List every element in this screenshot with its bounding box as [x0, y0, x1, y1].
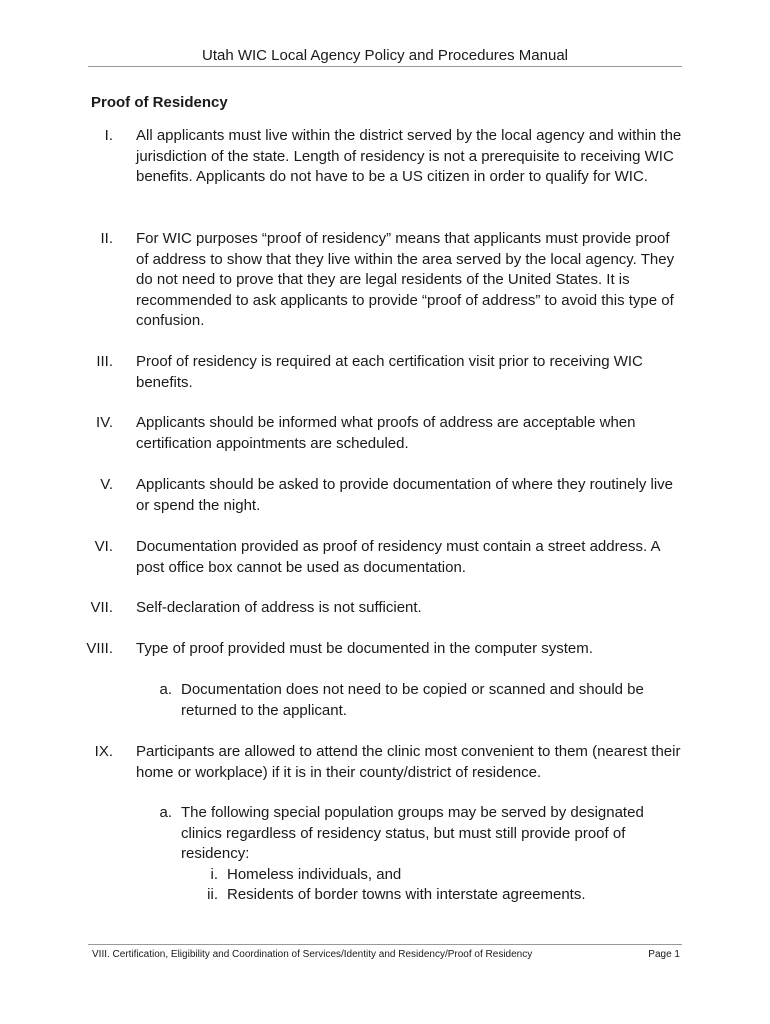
list-item-text: Applicants should be asked to provide documentation of where they routinely live or spend the night. — [136, 476, 673, 514]
list-item-number: VII. — [90, 599, 113, 616]
page-number: Page 1 — [648, 949, 680, 960]
list-item-number: IX. — [94, 743, 113, 760]
sub-sub-list-item-numeral: ii. — [207, 886, 218, 903]
footer-divider — [88, 944, 682, 945]
sub-sub-list-item-numeral: i. — [210, 866, 218, 883]
list-item-text: For WIC purposes “proof of residency” means that applicants must provide proof of address to show that they live within the area served by the local agency. They do not need to prove that they are legal residents of the United States. It is recommended to ask applicants to provide “proof of address” to avoid this type of confusion. — [136, 230, 675, 329]
list-item-number: II. — [100, 230, 113, 247]
sub-sub-list-item-text: Homeless individuals, and — [227, 866, 402, 883]
running-header-title: Utah WIC Local Agency Policy and Procedures Manual — [201, 47, 569, 64]
list-item-number: V. — [100, 476, 113, 493]
sub-list-item-letter: a. — [159, 804, 172, 821]
list-item-text: Proof of residency is required at each certification visit prior to receiving WIC benefits. — [136, 353, 643, 391]
list-item-text: Type of proof provided must be documented in the computer system. — [136, 640, 593, 657]
list-item-number: III. — [96, 353, 113, 370]
sub-list-item-letter: a. — [159, 681, 172, 698]
list-item-text: Self-declaration of address is not sufficient. — [136, 599, 422, 616]
header-divider — [88, 66, 682, 67]
list-item-text: All applicants must live within the district served by the local agency and within the jurisdiction of the state. Length of residency is not a prerequisite to receiving WIC benefits. Applicants do not have to be a US citizen in order to qualify for WIC. — [136, 127, 682, 185]
list-item-text: Participants are allowed to attend the clinic most convenient to them (nearest their home or workplace) if it is in their county/district of residence. — [136, 743, 681, 781]
sub-list-item-text: The following special population groups may be served by designated clinics regardless of residency status, but must still provide proof of residency: — [181, 804, 644, 862]
list-item-number: VI. — [94, 538, 113, 555]
list-item-number: VIII. — [86, 640, 113, 657]
sub-sub-list-item-text: Residents of border towns with interstate agreements. — [227, 886, 586, 903]
section-title: Proof of Residency — [91, 94, 228, 111]
list-item-number: I. — [104, 127, 113, 144]
list-item-text: Documentation provided as proof of residency must contain a street address. A post office box cannot be used as documentation. — [136, 538, 660, 576]
list-item-number: IV. — [96, 414, 113, 431]
list-item-text: Applicants should be informed what proofs of address are acceptable when certification appointments are scheduled. — [136, 414, 636, 452]
footer-section-path: VIII. Certification, Eligibility and Coordination of Services/Identity and Residency/Proof of Residency — [92, 949, 533, 960]
sub-list-item-text: Documentation does not need to be copied or scanned and should be returned to the applicant. — [181, 681, 644, 719]
